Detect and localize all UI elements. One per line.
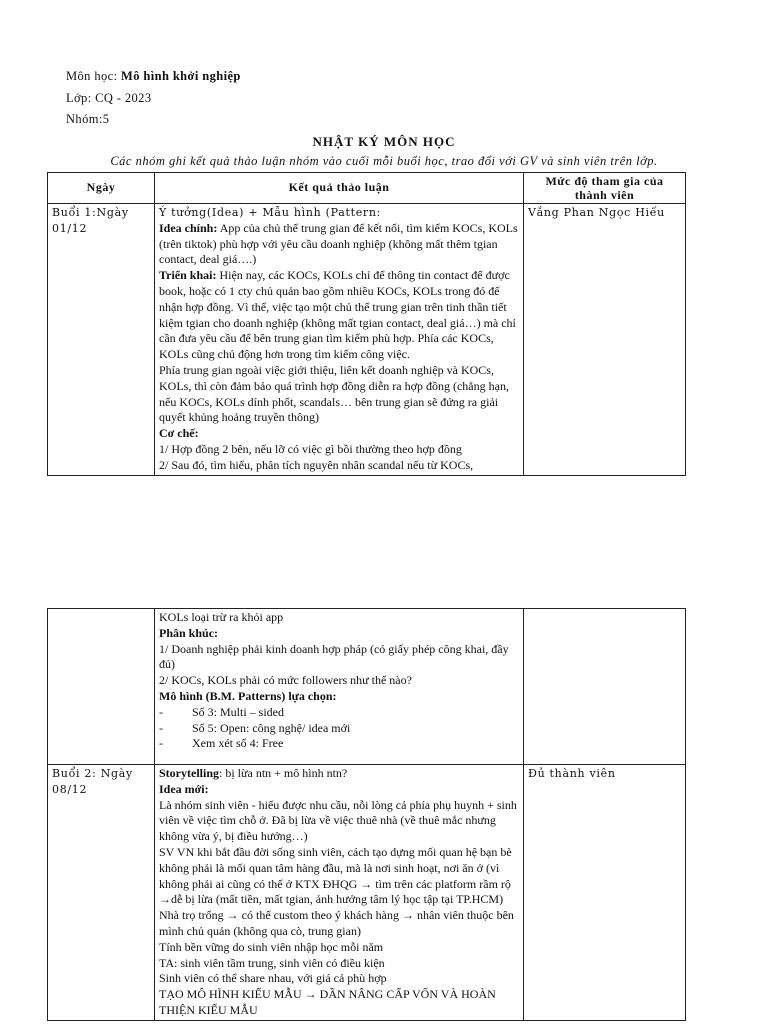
session1-cont-member [524,609,686,765]
session2-result [155,765,524,1021]
document-title: NHẬT KÝ MÔN HỌC [312,134,456,149]
table-row-session1 [48,204,686,476]
new-idea-label: Idea mới: [159,781,209,796]
segment-1: 1/ Doanh nghiệp phải kinh doanh hợp pháp (có giấy phép công khai, đầy đủ) [159,641,509,672]
model-label: Mô hình (B.M. Patterns) lựa chọn: [159,688,337,703]
session2-p4: Tính bền vững do sinh viên nhập học mỗi năm [159,939,384,954]
segment-label: Phân khúc: [159,625,219,640]
col-header-participation: Mức độ tham gia của thành viên [524,173,686,204]
session2-p1: Là nhóm sinh viên - hiểu được nhu cầu, nỗi lòng cả phía phụ huynh + sinh viên về việc tìm chỗ ở. Đã bị lừa về việc thuê nhà (về thuê mắc nhưng không vừa ý, bị điều hướng…) [159,797,517,844]
session1-deploy [159,268,519,363]
col-header-date: Ngày [48,173,155,204]
idea-label: Idea chính: [159,220,218,235]
journal-table-page2 [47,608,686,1021]
subject-line [66,69,241,84]
model-bullet-text: Số 5: Open: công nghệ/ idea mới [192,720,351,735]
session2-p6: Sinh viên có thể share nhau, với giá cả phù hợp [159,971,387,986]
session2-member: Đủ thành viên [524,765,686,1021]
table-row-session1-cont [48,609,686,765]
subject-label: Môn học: [66,69,121,83]
session1-member: Vắng Phan Ngọc Hiếu [524,204,686,476]
idea-text: App của chủ thể trung gian để kết nối, tìm kiếm KOCs, KOLs (trên tiktok) phù hợp với yêu cầu doanh nghiệp (không mất thêm tgian contact, deal giá….) [159,220,518,267]
session1-cont-date [48,609,155,765]
session2-p7: TẠO MÔ HÌNH KIỂU MẪU → DẦN NÂNG CẤP VỐN VÀ HOÀN THIỆN KIỂU MẪU [159,987,496,1017]
model-bullet-text: Số 3: Multi – sided [192,704,285,719]
group-line: Nhóm:5 [66,112,110,126]
table-row-session2 [48,765,686,1021]
session1-idea [159,221,519,268]
mechanism-1: 1/ Hợp đồng 2 bên, nếu lỡ có việc gì bồi thường theo hợp đồng [159,441,462,456]
segment-2: 2/ KOCs, KOLs phải có mức followers như thế nào? [159,673,412,688]
mechanism-label: Cơ chế: [159,426,199,441]
session1-date: Buổi 1:Ngày 01/12 [48,204,155,476]
deploy-text: Hiện nay, các KOCs, KOLs chỉ để thông tin contact để được book, hoặc có 1 cty chủ quản bao gồm nhiều KOCs, KOLs trong đó để nhận hợp đồng. Vì thế, việc tạo một chủ thể trung gian trên tinh thần tiết kiệm tgian cho doanh nghiệp (không mất tgian contact, deal giá…) mà chỉ cần đưa yêu cầu để bên trung gian tìm kiếm phù hợp. Phía các KOCs, KOLs cũng chủ động hơn trong tìm kiếm công việc. [159,268,516,362]
session2-p5: TA: sinh viên tầm trung, sinh viên có điều kiện [159,955,385,970]
model-bullet: - Số 3: Multi – sided [159,704,285,719]
session2-p2: SV VN khi bắt đầu đời sống sinh viên, cách tạo dựng mối quan hệ bạn bè không phải là mối quan tâm hàng đầu, mà là nơi sinh hoạt, nơi ăn ở (vì không phải ai cũng có thể ở KTX ĐHQG → tìm trên các platform rầm rộ →dễ bị lừa (mất tiền, mất tgian, ảnh hưởng tâm lý học tập tại TP.HCM) [159,844,512,907]
subject-value: Mô hình khởi nghiệp [121,69,241,83]
class-line: Lớp: CQ - 2023 [66,91,152,105]
cont-line1: KOLs loại trừ ra khỏi app [159,610,284,624]
session1-intro: Ý tưởng(Idea) + Mẫu hình (Pattern: [159,206,382,219]
col-header-result: Kết quả thảo luận [155,173,524,204]
document-subtitle: Các nhóm ghi kết quả thảo luận nhóm vào cuối mỗi buổi học, trao đổi với GV và sinh viên trên lớp. [110,154,658,168]
story-text: : bị lừa ntn + mô hình ntn? [219,766,348,780]
session2-date: Buổi 2: Ngày 08/12 [48,765,155,1021]
deploy-label: Triển khai: [159,268,217,283]
model-bullet: - Xem xét số 4: Free [159,736,284,751]
model-bullet-text: Xem xét số 4: Free [192,736,284,751]
session2-storytelling [159,766,519,782]
story-label: Storytelling [159,766,219,780]
table-header-row [48,173,686,204]
session2-p3: Nhà trọ trống → có thể custom theo ý khách hàng → nhân viên thuộc bên mình chủ quản (không qua cò, trung gian) [159,908,514,938]
journal-table-page1 [47,172,686,476]
mechanism-2: 2/ Sau đó, tìm hiểu, phân tích nguyên nhân scandal nếu từ KOCs, [159,457,474,472]
session1-cont-result [155,609,524,765]
model-bullet: - Số 5: Open: công nghệ/ idea mới [159,720,351,735]
session1-deploy-2: Phía trung gian ngoài việc giới thiệu, liên kết doanh nghiệp và KOCs, KOLs, thì còn đảm bảo quá trình hợp đồng diễn ra hợp đồng (chẳng hạn, nếu KOCs, KOLs dính phốt, scandals… bên trung gian sẽ đứng ra giải quyết khủng hoảng truyền thông) [159,362,509,425]
session1-result [155,204,524,476]
